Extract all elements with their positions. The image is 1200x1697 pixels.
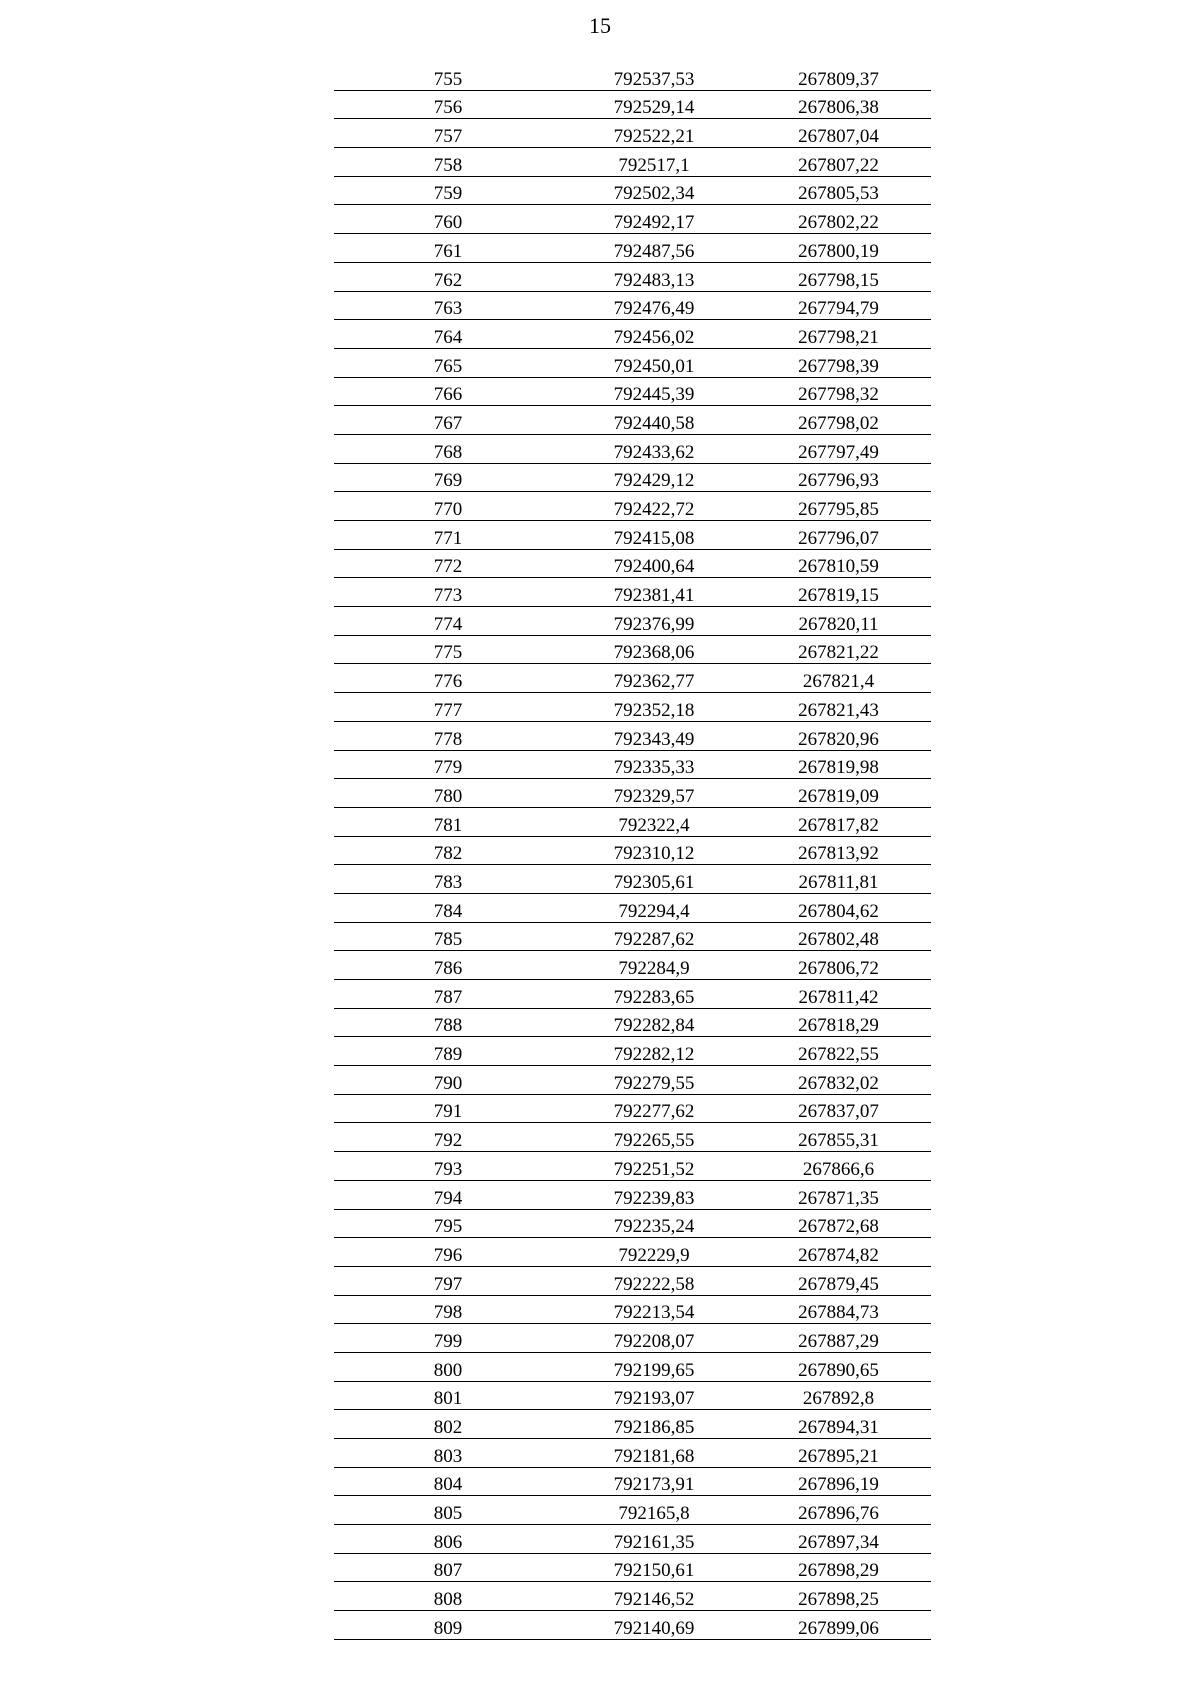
- table-row: [334, 1553, 931, 1582]
- table-row: [334, 951, 931, 980]
- x-coordinate-cell: 792282,84: [562, 1008, 746, 1037]
- point-number-cell: 757: [334, 119, 562, 148]
- point-number-cell: 759: [334, 176, 562, 205]
- point-number-cell: 763: [334, 291, 562, 320]
- x-coordinate-cell: 792376,99: [562, 607, 746, 636]
- x-coordinate-cell: 792415,08: [562, 521, 746, 550]
- table-row: [334, 1324, 931, 1353]
- y-coordinate-cell: 267796,93: [746, 463, 931, 492]
- x-coordinate-cell: 792343,49: [562, 721, 746, 750]
- y-coordinate-cell: 267819,15: [746, 578, 931, 607]
- point-number-cell: 806: [334, 1525, 562, 1554]
- x-coordinate-cell: 792517,1: [562, 148, 746, 177]
- x-coordinate-cell: 792422,72: [562, 492, 746, 521]
- point-number-cell: 787: [334, 980, 562, 1009]
- table-row: [334, 90, 931, 119]
- y-coordinate-cell: 267832,02: [746, 1066, 931, 1095]
- point-number-cell: 807: [334, 1553, 562, 1582]
- y-coordinate-cell: 267821,4: [746, 664, 931, 693]
- y-coordinate-cell: 267798,15: [746, 262, 931, 291]
- table-row: [334, 1152, 931, 1181]
- x-coordinate-cell: 792352,18: [562, 693, 746, 722]
- point-number-cell: 766: [334, 377, 562, 406]
- point-number-cell: 791: [334, 1094, 562, 1123]
- table-row: [334, 1094, 931, 1123]
- x-coordinate-cell: 792487,56: [562, 234, 746, 263]
- x-coordinate-cell: 792440,58: [562, 406, 746, 435]
- point-number-cell: 768: [334, 434, 562, 463]
- point-number-cell: 795: [334, 1209, 562, 1238]
- table-row: [334, 607, 931, 636]
- x-coordinate-cell: 792522,21: [562, 119, 746, 148]
- x-coordinate-cell: 792305,61: [562, 865, 746, 894]
- y-coordinate-cell: 267806,72: [746, 951, 931, 980]
- table-row: [334, 1295, 931, 1324]
- table-row: [334, 1123, 931, 1152]
- x-coordinate-cell: 792381,41: [562, 578, 746, 607]
- point-number-cell: 782: [334, 836, 562, 865]
- y-coordinate-cell: 267798,02: [746, 406, 931, 435]
- y-coordinate-cell: 267809,37: [746, 62, 931, 90]
- x-coordinate-cell: 792483,13: [562, 262, 746, 291]
- table-row: [334, 578, 931, 607]
- x-coordinate-cell: 792251,52: [562, 1152, 746, 1181]
- y-coordinate-cell: 267798,21: [746, 320, 931, 349]
- x-coordinate-cell: 792294,4: [562, 893, 746, 922]
- table-row: [334, 1525, 931, 1554]
- point-number-cell: 761: [334, 234, 562, 263]
- table-row: [334, 1611, 931, 1640]
- table-row: [334, 348, 931, 377]
- y-coordinate-cell: 267896,19: [746, 1467, 931, 1496]
- y-coordinate-cell: 267866,6: [746, 1152, 931, 1181]
- x-coordinate-cell: 792150,61: [562, 1553, 746, 1582]
- table-row: [334, 148, 931, 177]
- point-number-cell: 769: [334, 463, 562, 492]
- x-coordinate-cell: 792222,58: [562, 1266, 746, 1295]
- x-coordinate-cell: 792310,12: [562, 836, 746, 865]
- y-coordinate-cell: 267797,49: [746, 434, 931, 463]
- point-number-cell: 756: [334, 90, 562, 119]
- x-coordinate-cell: 792199,65: [562, 1352, 746, 1381]
- y-coordinate-cell: 267800,19: [746, 234, 931, 263]
- x-coordinate-cell: 792287,62: [562, 922, 746, 951]
- point-number-cell: 778: [334, 721, 562, 750]
- point-number-cell: 780: [334, 779, 562, 808]
- y-coordinate-cell: 267818,29: [746, 1008, 931, 1037]
- table-row: [334, 62, 931, 90]
- point-number-cell: 755: [334, 62, 562, 90]
- x-coordinate-cell: 792161,35: [562, 1525, 746, 1554]
- y-coordinate-cell: 267898,29: [746, 1553, 931, 1582]
- y-coordinate-cell: 267820,11: [746, 607, 931, 636]
- table-row: [334, 1209, 931, 1238]
- table-row: [334, 1180, 931, 1209]
- x-coordinate-cell: 792537,53: [562, 62, 746, 90]
- y-coordinate-cell: 267804,62: [746, 893, 931, 922]
- y-coordinate-cell: 267811,81: [746, 865, 931, 894]
- y-coordinate-cell: 267837,07: [746, 1094, 931, 1123]
- y-coordinate-cell: 267798,32: [746, 377, 931, 406]
- table-row: [334, 1439, 931, 1468]
- y-coordinate-cell: 267821,22: [746, 635, 931, 664]
- table-row: [334, 893, 931, 922]
- point-number-cell: 793: [334, 1152, 562, 1181]
- x-coordinate-cell: 792193,07: [562, 1381, 746, 1410]
- y-coordinate-cell: 267813,92: [746, 836, 931, 865]
- point-number-cell: 805: [334, 1496, 562, 1525]
- y-coordinate-cell: 267822,55: [746, 1037, 931, 1066]
- point-number-cell: 803: [334, 1439, 562, 1468]
- point-number-cell: 800: [334, 1352, 562, 1381]
- point-number-cell: 785: [334, 922, 562, 951]
- point-number-cell: 794: [334, 1180, 562, 1209]
- point-number-cell: 802: [334, 1410, 562, 1439]
- table-row: [334, 750, 931, 779]
- coordinates-table: [334, 62, 931, 1640]
- table-row: [334, 234, 931, 263]
- y-coordinate-cell: 267895,21: [746, 1439, 931, 1468]
- x-coordinate-cell: 792283,65: [562, 980, 746, 1009]
- y-coordinate-cell: 267798,39: [746, 348, 931, 377]
- table-row: [334, 377, 931, 406]
- x-coordinate-cell: 792322,4: [562, 807, 746, 836]
- coordinates-table-body: [334, 62, 931, 1639]
- table-row: [334, 492, 931, 521]
- y-coordinate-cell: 267897,34: [746, 1525, 931, 1554]
- table-row: [334, 836, 931, 865]
- x-coordinate-cell: 792282,12: [562, 1037, 746, 1066]
- point-number-cell: 799: [334, 1324, 562, 1353]
- table-row: [334, 291, 931, 320]
- x-coordinate-cell: 792529,14: [562, 90, 746, 119]
- point-number-cell: 767: [334, 406, 562, 435]
- y-coordinate-cell: 267805,53: [746, 176, 931, 205]
- page-number: 15: [589, 13, 611, 38]
- point-number-cell: 783: [334, 865, 562, 894]
- x-coordinate-cell: 792277,62: [562, 1094, 746, 1123]
- x-coordinate-cell: 792235,24: [562, 1209, 746, 1238]
- y-coordinate-cell: 267821,43: [746, 693, 931, 722]
- table-row: [334, 1037, 931, 1066]
- x-coordinate-cell: 792229,9: [562, 1238, 746, 1267]
- point-number-cell: 781: [334, 807, 562, 836]
- x-coordinate-cell: 792284,9: [562, 951, 746, 980]
- table-row: [334, 693, 931, 722]
- table-row: [334, 1381, 931, 1410]
- table-row: [334, 1410, 931, 1439]
- y-coordinate-cell: 267806,38: [746, 90, 931, 119]
- y-coordinate-cell: 267802,22: [746, 205, 931, 234]
- point-number-cell: 776: [334, 664, 562, 693]
- point-number-cell: 801: [334, 1381, 562, 1410]
- table-row: [334, 1238, 931, 1267]
- table-row: [334, 1008, 931, 1037]
- y-coordinate-cell: 267794,79: [746, 291, 931, 320]
- table-row: [334, 1266, 931, 1295]
- x-coordinate-cell: 792265,55: [562, 1123, 746, 1152]
- y-coordinate-cell: 267802,48: [746, 922, 931, 951]
- table-row: [334, 721, 931, 750]
- x-coordinate-cell: 792429,12: [562, 463, 746, 492]
- point-number-cell: 775: [334, 635, 562, 664]
- x-coordinate-cell: 792445,39: [562, 377, 746, 406]
- point-number-cell: 765: [334, 348, 562, 377]
- table-row: [334, 980, 931, 1009]
- x-coordinate-cell: 792492,17: [562, 205, 746, 234]
- y-coordinate-cell: 267871,35: [746, 1180, 931, 1209]
- table-row: [334, 205, 931, 234]
- x-coordinate-cell: 792450,01: [562, 348, 746, 377]
- table-row: [334, 176, 931, 205]
- y-coordinate-cell: 267898,25: [746, 1582, 931, 1611]
- point-number-cell: 762: [334, 262, 562, 291]
- table-row: [334, 1467, 931, 1496]
- point-number-cell: 772: [334, 549, 562, 578]
- y-coordinate-cell: 267820,96: [746, 721, 931, 750]
- point-number-cell: 774: [334, 607, 562, 636]
- point-number-cell: 771: [334, 521, 562, 550]
- point-number-cell: 797: [334, 1266, 562, 1295]
- y-coordinate-cell: 267892,8: [746, 1381, 931, 1410]
- point-number-cell: 796: [334, 1238, 562, 1267]
- table-row: [334, 320, 931, 349]
- y-coordinate-cell: 267884,73: [746, 1295, 931, 1324]
- point-number-cell: 758: [334, 148, 562, 177]
- point-number-cell: 784: [334, 893, 562, 922]
- table-row: [334, 521, 931, 550]
- table-row: [334, 664, 931, 693]
- point-number-cell: 790: [334, 1066, 562, 1095]
- table-row: [334, 922, 931, 951]
- table-row: [334, 1496, 931, 1525]
- y-coordinate-cell: 267819,98: [746, 750, 931, 779]
- point-number-cell: 773: [334, 578, 562, 607]
- x-coordinate-cell: 792140,69: [562, 1611, 746, 1640]
- table-row: [334, 119, 931, 148]
- x-coordinate-cell: 792279,55: [562, 1066, 746, 1095]
- table-row: [334, 807, 931, 836]
- point-number-cell: 779: [334, 750, 562, 779]
- y-coordinate-cell: 267796,07: [746, 521, 931, 550]
- table-row: [334, 549, 931, 578]
- x-coordinate-cell: 792335,33: [562, 750, 746, 779]
- point-number-cell: 792: [334, 1123, 562, 1152]
- x-coordinate-cell: 792208,07: [562, 1324, 746, 1353]
- point-number-cell: 760: [334, 205, 562, 234]
- point-number-cell: 789: [334, 1037, 562, 1066]
- x-coordinate-cell: 792433,62: [562, 434, 746, 463]
- x-coordinate-cell: 792502,34: [562, 176, 746, 205]
- y-coordinate-cell: 267811,42: [746, 980, 931, 1009]
- y-coordinate-cell: 267890,65: [746, 1352, 931, 1381]
- y-coordinate-cell: 267879,45: [746, 1266, 931, 1295]
- point-number-cell: 786: [334, 951, 562, 980]
- point-number-cell: 804: [334, 1467, 562, 1496]
- point-number-cell: 809: [334, 1611, 562, 1640]
- point-number-cell: 777: [334, 693, 562, 722]
- y-coordinate-cell: 267887,29: [746, 1324, 931, 1353]
- x-coordinate-cell: 792181,68: [562, 1439, 746, 1468]
- table-row: [334, 865, 931, 894]
- table-row: [334, 406, 931, 435]
- point-number-cell: 808: [334, 1582, 562, 1611]
- table-row: [334, 1352, 931, 1381]
- y-coordinate-cell: 267874,82: [746, 1238, 931, 1267]
- x-coordinate-cell: 792456,02: [562, 320, 746, 349]
- y-coordinate-cell: 267795,85: [746, 492, 931, 521]
- y-coordinate-cell: 267817,82: [746, 807, 931, 836]
- y-coordinate-cell: 267899,06: [746, 1611, 931, 1640]
- y-coordinate-cell: 267807,04: [746, 119, 931, 148]
- point-number-cell: 764: [334, 320, 562, 349]
- y-coordinate-cell: 267819,09: [746, 779, 931, 808]
- y-coordinate-cell: 267896,76: [746, 1496, 931, 1525]
- y-coordinate-cell: 267872,68: [746, 1209, 931, 1238]
- table-row: [334, 434, 931, 463]
- y-coordinate-cell: 267855,31: [746, 1123, 931, 1152]
- point-number-cell: 788: [334, 1008, 562, 1037]
- x-coordinate-cell: 792362,77: [562, 664, 746, 693]
- table-row: [334, 262, 931, 291]
- point-number-cell: 798: [334, 1295, 562, 1324]
- x-coordinate-cell: 792239,83: [562, 1180, 746, 1209]
- table-row: [334, 1066, 931, 1095]
- x-coordinate-cell: 792368,06: [562, 635, 746, 664]
- x-coordinate-cell: 792165,8: [562, 1496, 746, 1525]
- x-coordinate-cell: 792146,52: [562, 1582, 746, 1611]
- y-coordinate-cell: 267894,31: [746, 1410, 931, 1439]
- table-row: [334, 1582, 931, 1611]
- x-coordinate-cell: 792213,54: [562, 1295, 746, 1324]
- table-row: [334, 779, 931, 808]
- y-coordinate-cell: 267810,59: [746, 549, 931, 578]
- table-row: [334, 463, 931, 492]
- x-coordinate-cell: 792173,91: [562, 1467, 746, 1496]
- x-coordinate-cell: 792476,49: [562, 291, 746, 320]
- x-coordinate-cell: 792400,64: [562, 549, 746, 578]
- point-number-cell: 770: [334, 492, 562, 521]
- x-coordinate-cell: 792329,57: [562, 779, 746, 808]
- table-row: [334, 635, 931, 664]
- y-coordinate-cell: 267807,22: [746, 148, 931, 177]
- x-coordinate-cell: 792186,85: [562, 1410, 746, 1439]
